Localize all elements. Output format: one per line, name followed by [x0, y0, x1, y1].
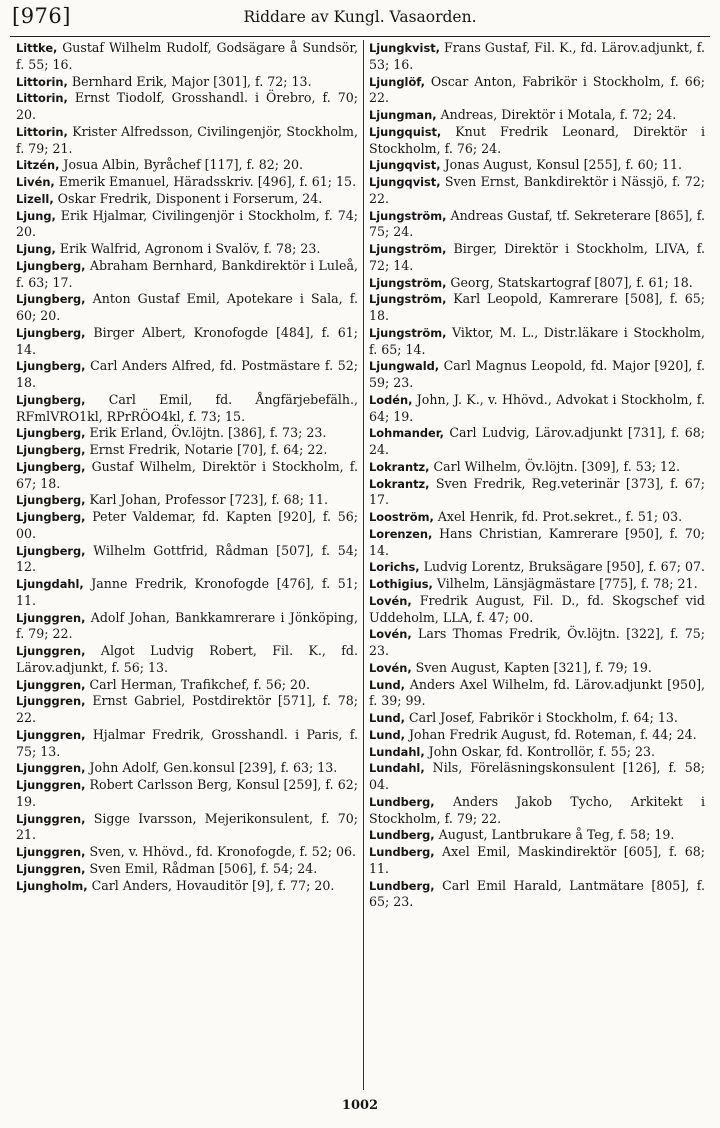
entry-surname: Lovén, — [369, 593, 412, 608]
register-entry — [16, 861, 358, 878]
entry-surname: Litzén, — [16, 158, 60, 173]
entry-surname: Ljunggren, — [16, 610, 86, 625]
entry-details: Andreas, Direktör i Motala, f. 72; 24. — [436, 107, 677, 122]
register-entry — [369, 844, 705, 878]
register-entry — [369, 124, 705, 158]
entry-surname: Ljunggren, — [16, 644, 86, 658]
entry-surname: Ljungberg, — [16, 359, 86, 374]
entry-surname: Ljungberg, — [16, 459, 86, 474]
entry-surname: Lizell, — [16, 191, 54, 206]
entry-details: Erik Hjalmar, Civilingenjör i Stockholm, f. 74; 20. — [16, 207, 358, 240]
entry-details: Axel Henrik, fd. Prot.sekret., f. 51; 03. — [433, 509, 683, 524]
entry-surname: Lundberg, — [369, 794, 435, 809]
entry-surname: Ljunggren, — [16, 778, 86, 792]
register-entry — [369, 425, 705, 459]
register-entry — [16, 40, 358, 74]
entry-details: Adolf Johan, Bankkamrerare i Jönköping, f. 79; 22. — [16, 609, 358, 642]
register-entry — [369, 476, 705, 510]
entry-details: Ernst Gabriel, Postdirektör [571], f. 78; 22. — [16, 693, 358, 725]
register-entry — [369, 794, 705, 828]
entry-surname: Ljungdahl, — [16, 577, 84, 591]
entry-details: Fredrik August, Fil. D., fd. Skogschef vid Uddeholm, LLA, f. 47; 00. — [369, 592, 705, 625]
register-entry — [16, 208, 358, 242]
entry-details: John Oskar, fd. Kontrollör, f. 55; 23. — [424, 743, 656, 759]
register-entry — [369, 241, 705, 275]
entry-surname: Littorin, — [16, 74, 68, 89]
entry-details: Ludvig Lorentz, Bruksägare [950], f. 67; 07. — [419, 559, 705, 575]
register-entry — [16, 358, 358, 392]
entry-details: Viktor, M. L., Distr.läkare i Stockholm, f. 65; 14. — [369, 324, 705, 357]
entry-details: Frans Gustaf, Fil. K., fd. Lärov.adjunkt, f. 53; 16. — [369, 40, 705, 72]
entry-details: Anton Gustaf Emil, Apotekare i Sala, f. 60; 20. — [16, 291, 358, 323]
register-entry — [16, 241, 358, 258]
entry-surname: Lundberg, — [369, 845, 435, 859]
register-entry — [16, 811, 358, 845]
register-entry — [369, 40, 705, 74]
entry-details: Sigge Ivarsson, Mejerikonsulent, f. 70; 21. — [16, 810, 358, 843]
register-entry — [16, 291, 358, 325]
register-entry — [369, 509, 705, 526]
register-entry — [369, 208, 705, 242]
entry-details: Carl Herman, Trafikchef, f. 56; 20. — [85, 676, 311, 692]
register-entry — [16, 677, 358, 694]
register-entry — [369, 593, 705, 627]
entry-surname: Ljungwald, — [369, 359, 440, 374]
entry-details: Carl Emil Harald, Lantmätare [805], f. 65; 23. — [369, 877, 705, 910]
register-entry — [16, 258, 358, 292]
entry-details: Oscar Anton, Fabrikör i Stockholm, f. 66; 22. — [369, 73, 705, 106]
entry-surname: Ljungström, — [369, 275, 447, 290]
entry-details: Janne Fredrik, Kronofogde [476], f. 51; 11. — [16, 576, 358, 608]
register-entry — [369, 459, 705, 476]
register-entry — [369, 677, 705, 711]
entry-details: Oskar Fredrik, Disponent i Forserum, 24. — [53, 190, 323, 206]
entry-details: Erik Walfrid, Agronom i Svalöv, f. 78; 23. — [55, 241, 321, 256]
entry-details: Robert Carlsson Berg, Konsul [259], f. 62; 19. — [16, 777, 358, 809]
register-entry — [16, 543, 358, 577]
entry-details: Knut Fredrik Leonard, Direktör i Stockholm, f. 76; 24. — [369, 123, 705, 156]
register-entry — [16, 90, 358, 124]
register-entry — [369, 291, 705, 325]
entry-details: Gustaf Wilhelm, Direktör i Stockholm, f. 67; 18. — [16, 458, 358, 491]
entry-details: Carl Emil, fd. Ångfärjebefälh., RFmlVRO1kl, RPrRÖO4kl, f. 73; 15. — [16, 391, 358, 424]
entry-surname: Lundahl, — [369, 744, 425, 759]
page-header — [10, 2, 710, 37]
entry-surname: Lorenzen, — [369, 526, 433, 541]
register-entry — [16, 174, 358, 191]
register-entry — [16, 425, 358, 442]
entry-details: Carl Magnus Leopold, fd. Major [920], f. 59; 23. — [369, 358, 705, 390]
register-entry — [16, 878, 358, 895]
entry-surname: Ljunggren, — [16, 727, 86, 742]
entry-surname: Lund, — [369, 677, 405, 692]
register-entry — [16, 760, 358, 777]
entry-surname: Ljungberg, — [16, 543, 86, 558]
entry-surname: Ljung, — [16, 242, 56, 256]
entry-details: Vilhelm, Länsjägmästare [775], f. 78; 21. — [432, 576, 698, 591]
entry-details: Carl Wilhelm, Öv.löjtn. [309], f. 53; 12. — [429, 458, 681, 474]
entry-surname: Lorichs, — [369, 560, 420, 575]
register-entry — [16, 610, 358, 644]
register-entry — [369, 744, 705, 761]
entry-details: Andreas Gustaf, tf. Sekreterare [865], f. 75; 24. — [369, 207, 705, 240]
register-entry — [369, 827, 705, 844]
entry-details: Anders Jakob Tycho, Arkitekt i Stockholm, f. 79; 22. — [369, 793, 705, 826]
entry-surname: Lodén, — [369, 392, 413, 407]
entry-details: Emerik Emanuel, Häradsskriv. [496], f. 61; 15. — [54, 174, 357, 189]
entry-details: Johan Fredrik August, fd. Roteman, f. 44; 24. — [404, 726, 697, 742]
entry-details: Abraham Bernhard, Bankdirektör i Luleå, f. 63; 17. — [16, 257, 358, 290]
entry-surname: Ljungberg, — [16, 510, 86, 524]
entry-details: Krister Alfredsson, Civilingenjör, Stockholm, f. 79; 21. — [16, 123, 358, 156]
entry-surname: Ljungholm, — [16, 878, 88, 893]
register-entry — [369, 559, 705, 576]
entry-surname: Lundberg, — [369, 878, 435, 893]
entry-surname: Lovén, — [369, 660, 412, 675]
entry-surname: Ljungberg, — [16, 443, 86, 457]
entry-details: Carl Josef, Fabrikör i Stockholm, f. 64; 13. — [404, 710, 678, 725]
page-number: [976] — [12, 4, 71, 28]
register-entry — [16, 643, 358, 677]
entry-surname: Ljungberg, — [16, 325, 86, 340]
entry-details: John, J. K., v. Hhövd., Advokat i Stockholm, f. 64; 19. — [369, 391, 705, 424]
entry-surname: Ljunggren, — [16, 845, 86, 859]
register-entry — [16, 777, 358, 811]
entry-details: Sven Emil, Rådman [506], f. 54; 24. — [85, 860, 318, 876]
entry-surname: Ljungquist, — [369, 124, 442, 139]
entry-details: Erik Erland, Öv.löjtn. [386], f. 73; 23. — [85, 425, 327, 441]
entry-details: Gustaf Wilhelm Rudolf, Godsägare å Sundsör, f. 55; 16. — [16, 40, 358, 72]
register-entry — [369, 760, 705, 794]
entry-surname: Ljungström, — [369, 325, 447, 340]
entry-surname: Ljunggren, — [16, 761, 86, 776]
entry-details: Algot Ludvig Robert, Fil. K., fd. Lärov.adjunkt, f. 56; 13. — [16, 643, 358, 675]
entry-surname: Ljungberg, — [16, 493, 86, 508]
signature-mark: 1002 — [341, 1098, 379, 1113]
entry-surname: Lohmander, — [369, 426, 445, 441]
register-entry — [16, 124, 358, 158]
entry-surname: Ljungberg, — [16, 392, 86, 407]
entry-details: Josua Albin, Byråchef [117], f. 82; 20. — [59, 157, 304, 173]
entry-surname: Ljungström, — [369, 242, 447, 256]
register-entry — [369, 74, 705, 108]
register-entry — [16, 727, 358, 761]
entry-surname: Ljungberg, — [16, 292, 86, 307]
register-entry — [16, 509, 358, 543]
register-entry — [16, 392, 358, 426]
register-entry — [16, 191, 358, 208]
entry-details: Carl Ludvig, Lärov.adjunkt [731], f. 68; 24. — [369, 425, 705, 457]
entry-details: Birger Albert, Kronofogde [484], f. 61; 14. — [16, 324, 358, 357]
register-entry — [369, 727, 705, 744]
entry-details: Hjalmar Fredrik, Grosshandl. i Paris, f. 75; 13. — [16, 726, 358, 759]
register-entry — [16, 157, 358, 174]
entry-details: Carl Anders Alfred, fd. Postmästare f. 52; 18. — [16, 358, 358, 390]
entry-details: Sven August, Kapten [321], f. 79; 19. — [411, 659, 652, 675]
entry-surname: Ljunglöf, — [369, 74, 425, 89]
register-entry — [16, 492, 358, 509]
entry-details: Axel Emil, Maskindirektör [605], f. 68; 11. — [369, 844, 705, 876]
register-entry — [16, 459, 358, 493]
entry-details: Hans Christian, Kamrerare [950], f. 70; 14. — [369, 525, 705, 558]
entry-surname: Littorin, — [16, 91, 68, 106]
entry-details: Karl Leopold, Kamrerare [508], f. 65; 18. — [369, 291, 705, 323]
register-entry — [369, 660, 705, 677]
left-column — [16, 40, 358, 1090]
column-divider — [363, 40, 364, 1090]
entry-surname: Ljung, — [16, 208, 56, 223]
entry-surname: Ljunggren, — [16, 861, 86, 876]
register-entry — [369, 392, 705, 426]
entry-details: Georg, Statskartograf [807], f. 61; 18. — [446, 274, 693, 290]
entry-details: Peter Valdemar, fd. Kapten [920], f. 56; 00. — [16, 509, 358, 541]
entry-surname: Littorin, — [16, 124, 68, 139]
running-title: Riddare av Kungl. Vasaorden. — [243, 8, 477, 26]
entry-surname: Lundahl, — [369, 761, 425, 776]
entry-surname: Looström, — [369, 510, 434, 524]
entry-surname: Ljungqvist, — [369, 158, 441, 173]
entry-surname: Livén, — [16, 175, 55, 189]
entry-surname: Ljunggren, — [16, 694, 86, 709]
entry-details: Anders Axel Wilhelm, fd. Lärov.adjunkt [950], f. 39; 99. — [369, 676, 705, 709]
register-entry — [369, 576, 705, 593]
entry-details: Birger, Direktör i Stockholm, LIVA, f. 72; 14. — [369, 241, 705, 273]
entry-surname: Littke, — [16, 41, 58, 55]
entry-details: Ernst Fredrik, Notarie [70], f. 64; 22. — [85, 442, 328, 457]
register-entry — [369, 358, 705, 392]
register-entry — [369, 275, 705, 292]
register-entry — [369, 710, 705, 727]
entry-surname: Ljungkvist, — [369, 41, 440, 55]
entry-surname: Lothigius, — [369, 577, 433, 591]
register-entry — [369, 878, 705, 912]
entry-details: Lars Thomas Fredrik, Öv.löjtn. [322], f. 75; 23. — [369, 626, 705, 658]
entry-details: Sven Ernst, Bankdirektör i Nässjö, f. 72; 22. — [369, 174, 705, 206]
register-entry — [16, 325, 358, 359]
register-entry — [369, 174, 705, 208]
entry-surname: Ljungberg, — [16, 258, 86, 273]
entry-details: August, Lantbrukare å Teg, f. 58; 19. — [434, 827, 675, 843]
entry-details: Ernst Tiodolf, Grosshandl. i Örebro, f. 70; 20. — [16, 90, 358, 122]
entry-details: Karl Johan, Professor [723], f. 68; 11. — [85, 492, 328, 508]
entry-surname: Ljunggren, — [16, 811, 86, 826]
entry-details: Sven Fredrik, Reg.veterinär [373], f. 67; 17. — [369, 475, 705, 508]
register-entry — [369, 526, 705, 560]
entry-details: Bernhard Erik, Major [301], f. 72; 13. — [67, 73, 312, 89]
entry-surname: Lokrantz, — [369, 459, 430, 474]
register-entry — [369, 107, 705, 124]
entry-surname: Ljungman, — [369, 108, 437, 122]
entry-surname: Lund, — [369, 711, 405, 725]
entry-details: Carl Anders, Hovauditör [9], f. 77; 20. — [87, 877, 335, 893]
entry-surname: Ljunggren, — [16, 677, 86, 692]
right-column — [369, 40, 705, 1090]
entry-details: Sven, v. Hhövd., fd. Kronofogde, f. 52; 06. — [85, 844, 357, 859]
register-entry — [16, 576, 358, 610]
register-entry — [16, 844, 358, 861]
entry-details: John Adolf, Gen.konsul [239], f. 63; 13. — [85, 760, 338, 776]
entry-surname: Ljungqvist, — [369, 175, 441, 189]
entry-details: Wilhelm Gottfrid, Rådman [507], f. 54; 12. — [16, 542, 358, 575]
entry-surname: Ljungström, — [369, 292, 447, 307]
entry-surname: Lokrantz, — [369, 476, 430, 491]
entry-surname: Lovén, — [369, 627, 412, 642]
register-entry — [369, 626, 705, 660]
entry-surname: Ljungström, — [369, 208, 447, 223]
register-entry — [16, 74, 358, 91]
register-entry — [369, 325, 705, 359]
register-entry — [16, 693, 358, 727]
entry-surname: Lund, — [369, 727, 405, 742]
entry-details: Nils, Föreläsningskonsulent [126], f. 58; 04. — [369, 760, 705, 792]
register-entry — [369, 157, 705, 174]
register-entry — [16, 442, 358, 459]
entry-surname: Lundberg, — [369, 828, 435, 843]
entry-surname: Ljungberg, — [16, 426, 86, 441]
entry-details: Jonas August, Konsul [255], f. 60; 11. — [440, 157, 682, 173]
